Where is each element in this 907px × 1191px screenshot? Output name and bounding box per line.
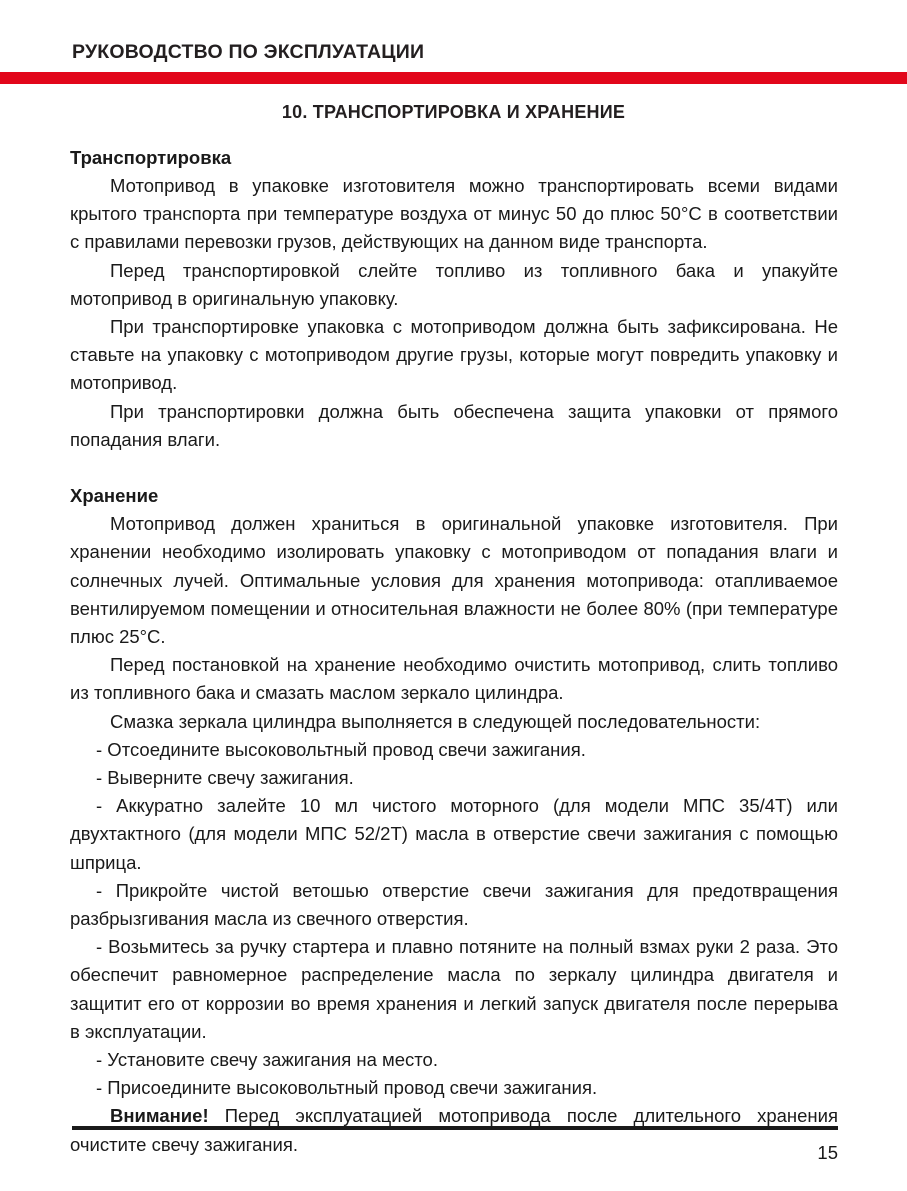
warning-label: Внимание! <box>110 1105 209 1127</box>
paragraph: Перед постановкой на хранение необходимо очистить мотопривод, слить топливо из топливного бака и смазать маслом зеркало цилиндра. <box>70 654 838 704</box>
footer-rule <box>72 1126 838 1130</box>
list-item: - Аккуратно залейте 10 мл чистого моторного (для модели МПС 35/4Т) или двухтактного (для модели МПС 52/2Т) масла в отверстие свечи зажигания с помощью шприца. <box>70 795 838 873</box>
paragraph: Перед транспортировкой слейте топливо из топливного бака и упакуйте мотопривод в оригинальную упаковку. <box>70 259 838 309</box>
warning-text: Перед эксплуатацией мотопривода после длительного хранения очистите свечу зажигания. <box>70 1105 838 1155</box>
heading-storage: Хранение <box>70 485 159 507</box>
list-item: - Присоедините высоковольтный провод свечи зажигания. <box>96 1077 598 1099</box>
paragraph: Мотопривод должен храниться в оригинальной упаковке изготовителя. При хранении необходимо изолировать упаковку с мотоприводом от попадания влаги и солнечных лучей. Оптимальные условия для хранения мотопривода: отапливаемое вентилируемом помещении и относительная влажности не более 80% (при температуре плюс 25°С. <box>70 513 838 647</box>
list-item: - Отсоедините высоковольтный провод свечи зажигания. <box>96 738 586 760</box>
running-header-title: РУКОВОДСТВО ПО ЭКСПЛУАТАЦИИ <box>72 41 425 63</box>
paragraph: При транспортировки должна быть обеспечена защита упаковки от прямого попадания влаги. <box>70 400 838 450</box>
paragraph: Смазка зеркала цилиндра выполняется в следующей последовательности: <box>110 710 761 732</box>
page-number: 15 <box>817 1142 838 1163</box>
section-title: 10. ТРАНСПОРТИРОВКА И ХРАНЕНИЕ <box>281 102 626 122</box>
list-item: - Прикройте чистой ветошью отверстие свечи зажигания для предотвращения разбрызгивания масла из свечного отверстия. <box>70 879 838 929</box>
paragraph: Мотопривод в упаковке изготовителя можно транспортировать всеми видами крытого транспорта при температуре воздуха от минус 50 до плюс 50°С в соответствии с правилами перевозки грузов, действующих на данном виде транспорта. <box>70 175 838 253</box>
list-item: - Возьмитесь за ручку стартера и плавно потяните на полный взмах руки 2 раза. Это обеспечит равномерное распределение масла по зеркалу цилиндра двигателя и защитит его от коррозии во время хранения и легкий запуск двигателя после перерыва в эксплуатации. <box>70 936 838 1042</box>
header-red-rule <box>0 72 907 84</box>
list-item: - Установите свечу зажигания на место. <box>96 1048 438 1070</box>
list-item: - Выверните свечу зажигания. <box>96 766 354 788</box>
heading-transportation: Транспортировка <box>70 147 232 168</box>
document-body <box>70 146 838 1159</box>
paragraph: При транспортировке упаковка с мотоприводом должна быть зафиксирована. Не ставьте на упаковку с мотоприводом другие грузы, которые могут повредить упаковку и мотопривод. <box>70 316 838 394</box>
running-header <box>0 41 907 73</box>
